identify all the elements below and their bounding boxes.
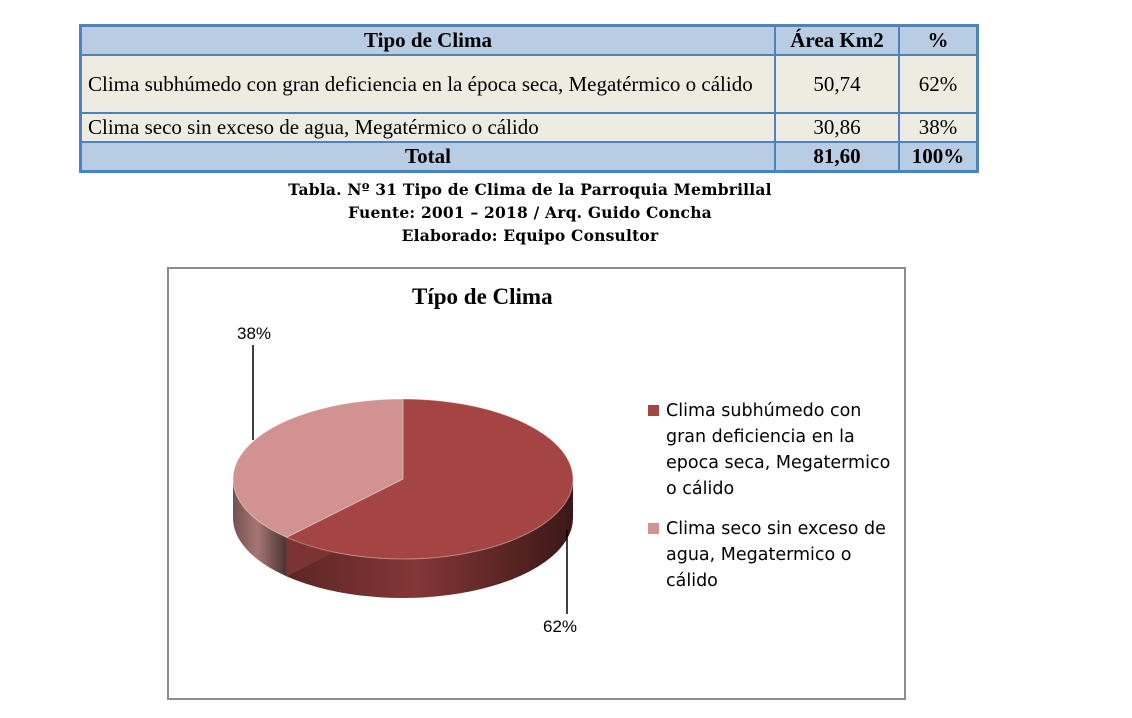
total-area: 81,60	[775, 142, 899, 172]
chart-title: Típo de Clima	[412, 284, 553, 309]
total-label: Total	[81, 142, 776, 172]
cell-tipo: Clima subhúmedo con gran deficiencia en la época seca, Megatérmico o cálido	[81, 55, 776, 113]
total-percent: 100%	[899, 142, 978, 172]
legend-label: Clima seco sin exceso de agua, Megatermico o cálido	[666, 519, 886, 591]
legend-label: Clima subhúmedo con gran deficiencia en la epoca seca, Megatermico o cálido	[666, 401, 891, 499]
legend-item	[648, 398, 898, 502]
chart-legend	[648, 398, 898, 608]
legend-swatch	[648, 405, 659, 416]
data-label-subhumedo: 62%	[543, 617, 578, 636]
cell-percent: 62%	[899, 55, 978, 113]
legend-item	[648, 516, 898, 594]
header-tipo: Tipo de Clima	[81, 26, 776, 56]
legend-swatch	[648, 523, 659, 534]
cell-percent: 38%	[899, 113, 978, 142]
header-area: Área Km2	[775, 26, 899, 56]
cell-area: 50,74	[775, 55, 899, 113]
cell-area: 30,86	[775, 113, 899, 142]
header-percent: %	[899, 26, 978, 56]
cell-tipo: Clima seco sin exceso de agua, Megatérmico o cálido	[81, 113, 776, 142]
table-caption: Tabla. Nº 31 Tipo de Clima de la Parroquia Membrillal	[288, 180, 772, 199]
author-line: Elaborado: Equipo Consultor	[401, 226, 659, 245]
source-line: Fuente: 2001 – 2018 / Arq. Guido Concha	[348, 203, 712, 222]
data-label-seco: 38%	[237, 324, 272, 343]
